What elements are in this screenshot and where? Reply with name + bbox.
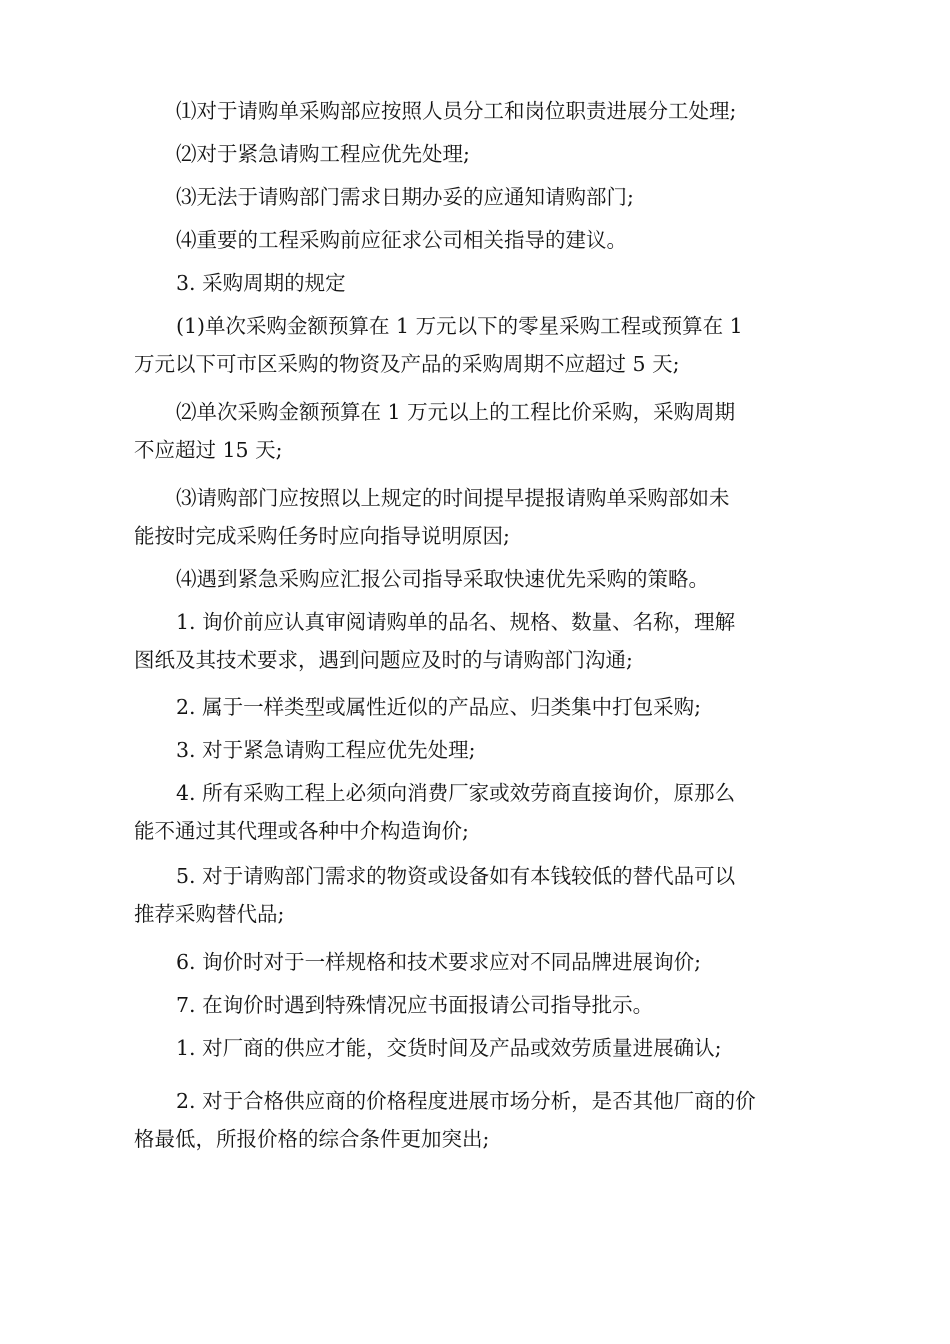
paragraph-line: 图纸及其技术要求，遇到问题应及时的与请购部门沟通; <box>134 648 633 672</box>
paragraph-line: 4. 所有采购工程上必须向消费厂家或效劳商直接询价，原那么 <box>176 781 736 805</box>
paragraph-line: 6. 询价时对于一样规格和技术要求应对不同品牌进展询价; <box>176 950 701 974</box>
paragraph-4 <box>134 221 814 259</box>
paragraph-line: 2. 对于合格供应商的价格程度进展市场分析，是否其他厂商的价 <box>176 1089 756 1113</box>
paragraph-line: ⑴对于请购单采购部应按照人员分工和岗位职责进展分工处理; <box>176 99 737 123</box>
paragraph-line: 5. 对于请购部门需求的物资或设备如有本钱较低的替代品可以 <box>176 864 736 888</box>
paragraph-line: 不应超过 15 天; <box>134 438 283 462</box>
paragraph-7 <box>134 393 814 469</box>
paragraph-line: ⑷重要的工程采购前应征求公司相关指导的建议。 <box>176 228 627 252</box>
section-heading <box>134 264 814 302</box>
paragraph-2 <box>134 135 814 173</box>
paragraph-1 <box>134 92 814 130</box>
paragraph-17 <box>134 1029 814 1067</box>
paragraph-line: 3. 采购周期的规定 <box>176 271 346 295</box>
paragraph-line: 2. 属于一样类型或属性近似的产品应、归类集中打包采购; <box>176 695 701 719</box>
paragraph-18 <box>134 1082 814 1158</box>
paragraph-line: 1. 询价前应认真审阅请购单的品名、规格、数量、名称，理解 <box>176 610 736 634</box>
paragraph-14 <box>134 857 814 933</box>
paragraph-line: 7. 在询价时遇到特殊情况应书面报请公司指导批示。 <box>176 993 654 1017</box>
paragraph-line: 格最低，所报价格的综合条件更加突出; <box>134 1127 490 1151</box>
paragraph-line: ⑵对于紧急请购工程应优先处理; <box>176 142 470 166</box>
paragraph-line: ⑵单次采购金额预算在 1 万元以上的工程比价采购，采购周期 <box>176 400 736 424</box>
paragraph-6 <box>134 307 814 383</box>
paragraph-16 <box>134 986 814 1024</box>
paragraph-9 <box>134 560 814 598</box>
paragraph-line: ⑷遇到紧急采购应汇报公司指导采取快速优先采购的策略。 <box>176 567 709 591</box>
paragraph-line: 3. 对于紧急请购工程应优先处理; <box>176 738 476 762</box>
paragraph-line: ⑶无法于请购部门需求日期办妥的应通知请购部门; <box>176 185 634 209</box>
paragraph-15 <box>134 943 814 981</box>
paragraph-line: 1. 对厂商的供应才能，交货时间及产品或效劳质量进展确认; <box>176 1036 722 1060</box>
paragraph-12 <box>134 731 814 769</box>
paragraph-11 <box>134 688 814 726</box>
paragraph-line: 能按时完成采购任务时应向指导说明原因; <box>134 524 510 548</box>
paragraph-8 <box>134 479 814 555</box>
paragraph-line: (1)单次采购金额预算在 1 万元以下的零星采购工程或预算在 1 <box>176 314 743 338</box>
paragraph-line: 推荐采购替代品; <box>134 902 285 926</box>
paragraph-line: ⑶请购部门应按照以上规定的时间提早提报请购单采购部如未 <box>176 486 730 510</box>
paragraph-10 <box>134 603 814 679</box>
paragraph-3 <box>134 178 814 216</box>
paragraph-13 <box>134 774 814 850</box>
paragraph-line: 万元以下可市区采购的物资及产品的采购周期不应超过 5 天; <box>134 352 680 376</box>
paragraph-line: 能不通过其代理或各种中介构造询价; <box>134 819 469 843</box>
